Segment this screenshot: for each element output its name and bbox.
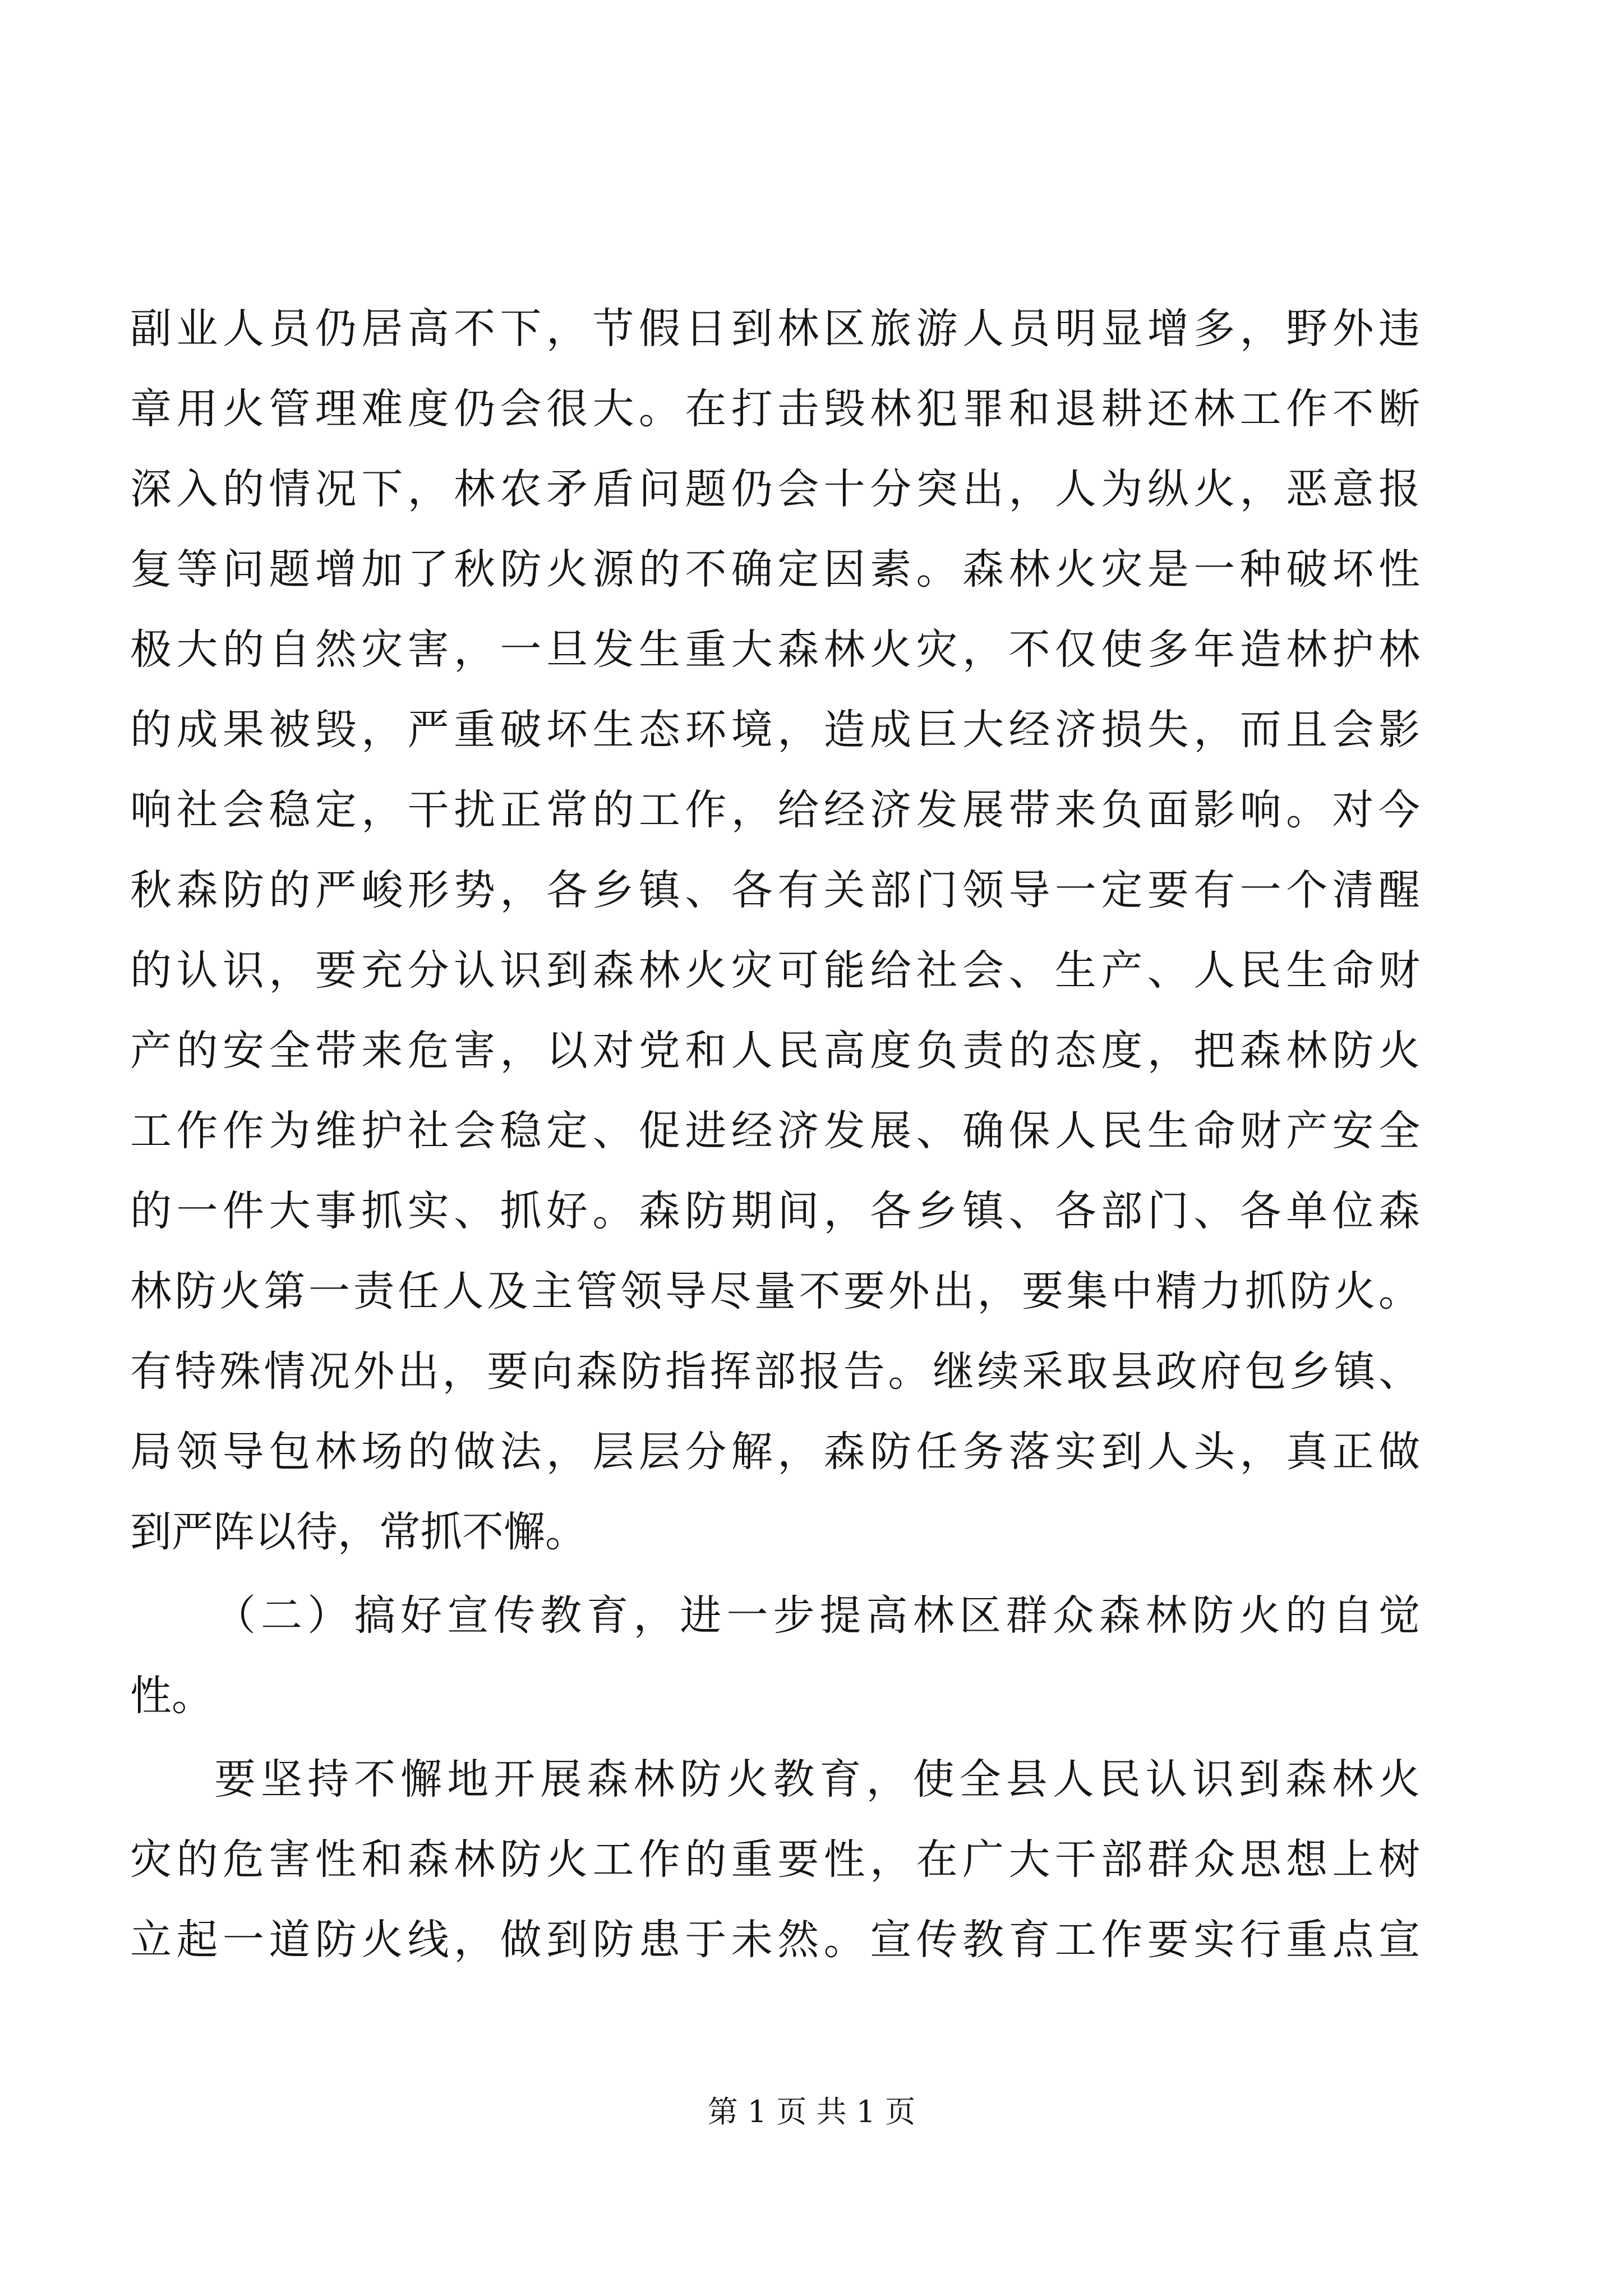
text-line: 灾的危害性和森林防火工作的重要性，在广大干部群众思想上树 (130, 1835, 1420, 1884)
text-line: 深入的情况下，林农矛盾问题仍会十分突出，人为纵火，恶意报 (130, 465, 1420, 513)
paragraph-2 (130, 1740, 1420, 1980)
text-line: 的认识，要充分认识到森林火灾可能给社会、生产、人民生命财 (130, 946, 1420, 995)
text-line: 副业人员仍居高不下，节假日到林区旅游人员明显增多，野外违 (130, 305, 1420, 353)
text-line: 有特殊情况外出，要向森防指挥部报告。继续采取县政府包乡镇、 (130, 1347, 1420, 1396)
text-line: 立起一道防火线，做到防患于未然。宣传教育工作要实行重点宣 (130, 1916, 1420, 1964)
text-line: 林防火第一责任人及主管领导尽量不要外出，要集中精力抓防火。 (130, 1267, 1420, 1315)
heading-line: （二）搞好宣传教育，进一步提高林区群众森林防火的自觉 (214, 1591, 1420, 1640)
text-line: 极大的自然灾害，一旦发生重大森林火灾，不仅使多年造林护林 (130, 625, 1420, 674)
text-line: 响社会稳定，干扰正常的工作，给经济发展带来负面影响。对今 (130, 786, 1420, 834)
text-line: 要坚持不懈地开展森林防火教育，使全县人民认识到森林火 (214, 1755, 1420, 1803)
text-line: 复等问题增加了秋防火源的不确定因素。森林火灾是一种破坏性 (130, 545, 1420, 593)
text-line: 的成果被毁，严重破坏生态环境，造成巨大经济损失，而且会影 (130, 706, 1420, 754)
text-line: 到严阵以待，常抓不懈。 (130, 1508, 587, 1556)
text-line: 秋森防的严峻形势，各乡镇、各有关部门领导一定要有一个清醒 (130, 866, 1420, 914)
text-line: 章用火管理难度仍会很大。在打击毁林犯罪和退耕还林工作不断 (130, 385, 1420, 433)
text-line: 局领导包林场的做法，层层分解，森防任务落实到人头，真正做 (130, 1428, 1420, 1476)
document-body (130, 289, 1420, 1980)
text-line: 产的安全带来危害，以对党和人民高度负责的态度，把森林防火 (130, 1027, 1420, 1075)
text-line: 工作作为维护社会稳定、促进经济发展、确保人民生命财产安全 (130, 1107, 1420, 1155)
text-line: 的一件大事抓实、抓好。森防期间，各乡镇、各部门、各单位森 (130, 1187, 1420, 1235)
paragraph-1 (130, 289, 1420, 1572)
heading-line: 性。 (130, 1672, 213, 1720)
section-heading (130, 1576, 1420, 1736)
page-number-footer: 第 1 页 共 1 页 (707, 2094, 916, 2129)
